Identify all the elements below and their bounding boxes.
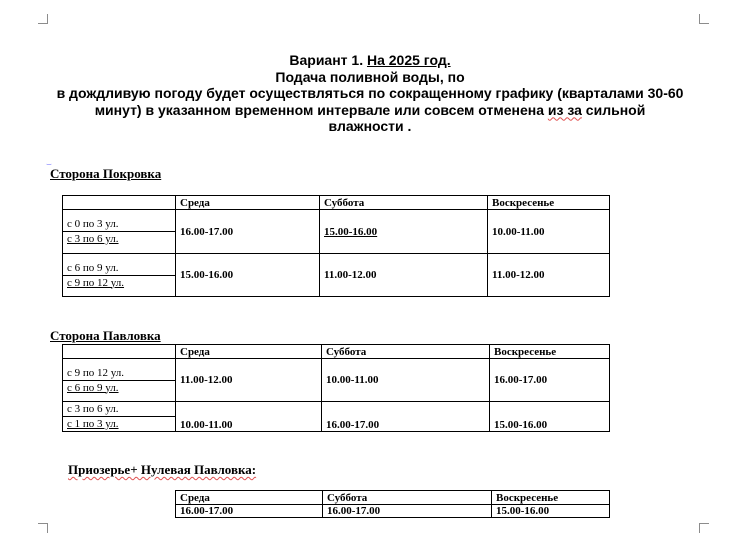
time-cell: 15.00-16.00	[492, 505, 610, 518]
column-header-sunday: Воскресенье	[490, 345, 610, 359]
section-title-pavlovka: Сторона Павловка	[50, 328, 161, 343]
table-corner-cell	[63, 196, 176, 210]
time-cell: 16.00-17.00	[176, 210, 320, 254]
column-header-wednesday: Среда	[176, 196, 320, 210]
street-range: с 3 по 6 ул.	[63, 402, 175, 417]
schedule-table-pokrovka	[62, 195, 610, 297]
time-cell: 15.00-16.00	[490, 402, 610, 432]
street-range-cell	[63, 210, 176, 254]
column-header-saturday: Суббота	[323, 491, 492, 505]
schedule-table-pavlovka	[62, 344, 610, 432]
street-range: с 9 по 12 ул.	[67, 276, 125, 289]
street-range: с 0 по 3 ул.	[63, 217, 175, 232]
time-cell: 10.00-11.00	[488, 210, 610, 254]
street-range: с 3 по 6 ул.	[67, 233, 119, 245]
table-corner-cell	[63, 345, 176, 359]
street-range: с 9 по 12 ул.	[63, 366, 175, 381]
time-cell: 16.00-17.00	[323, 505, 492, 518]
header-line-4: минут) в указанном временном интервале или совсем отменена из за сильной	[94, 101, 646, 118]
header-line-3: в дождливую погоду будет осуществляться по сокращенному графику (кварталами 30-60	[56, 85, 684, 101]
page-corner-mark	[38, 523, 48, 533]
header-line-1: Вариант 1. На 2025 год.	[289, 52, 451, 68]
column-header-wednesday: Среда	[176, 491, 323, 505]
header-line-5: влажности .	[328, 118, 412, 134]
column-header-wednesday: Среда	[176, 345, 322, 359]
street-range-cell	[63, 402, 176, 432]
paragraph-mark-icon: ⌣	[46, 159, 52, 169]
schedule-table-priozerye	[175, 490, 610, 518]
document-header	[40, 52, 700, 135]
time-cell: 11.00-12.00	[176, 359, 322, 402]
time-cell: 11.00-12.00	[488, 254, 610, 297]
time-cell: 16.00-17.00	[490, 359, 610, 402]
page-corner-mark	[699, 14, 709, 24]
header-line-2: Подача поливной воды, по	[275, 68, 465, 85]
column-header-saturday: Суббота	[322, 345, 490, 359]
column-header-sunday: Воскресенье	[488, 196, 610, 210]
time-cell: 15.00-16.00	[320, 210, 488, 254]
street-range-cell	[63, 254, 176, 297]
time-cell: 11.00-12.00	[320, 254, 488, 297]
street-range: с 6 по 9 ул.	[67, 381, 119, 394]
street-range: с 1 по 3 ул.	[67, 418, 119, 430]
page-corner-mark	[38, 14, 48, 24]
street-range-cell	[63, 359, 176, 402]
page-corner-mark	[699, 523, 709, 533]
time-cell: 16.00-17.00	[322, 402, 490, 432]
street-range: с 6 по 9 ул.	[63, 261, 175, 276]
section-title-pokrovka: Сторона Покровка	[50, 166, 162, 181]
time-cell: 10.00-11.00	[322, 359, 490, 402]
time-cell: 16.00-17.00	[176, 505, 323, 518]
time-cell: 10.00-11.00	[176, 402, 322, 432]
section-title-priozerye: Приозерье+ Нулевая Павловка:	[68, 462, 257, 477]
column-header-saturday: Суббота	[320, 196, 488, 210]
column-header-sunday: Воскресенье	[492, 491, 610, 505]
time-cell: 15.00-16.00	[176, 254, 320, 297]
